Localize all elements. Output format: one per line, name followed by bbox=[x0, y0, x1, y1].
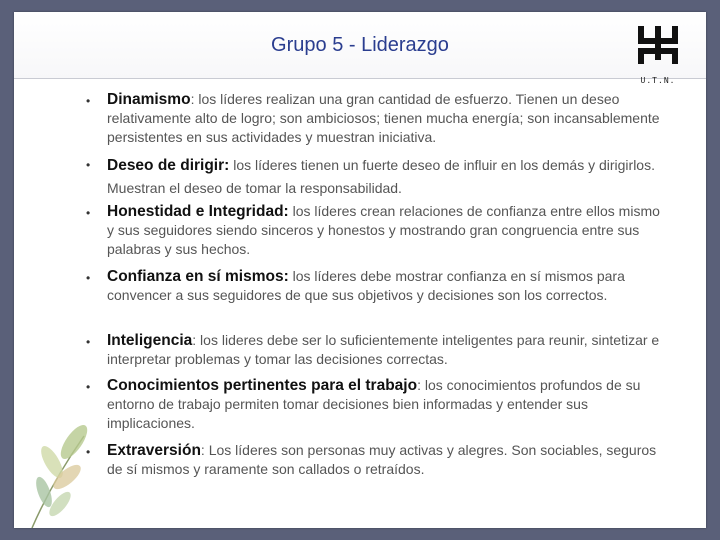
list-item: Inteligencia: los lideres debe ser lo suficientemente inteligentes para reunir, sintetizar e interpretar problemas y tomar las decisiones correctas. bbox=[107, 332, 660, 367]
list-item: Confianza en sí mismos: los líderes debe mostrar confianza en sí mismos para convencer a sus seguidores de que sus objetivos y decisiones son los correctos. bbox=[107, 268, 625, 303]
logo-text: U.T.N. bbox=[640, 76, 676, 85]
list-item: Honestidad e Integridad: los líderes crean relaciones de confianza entre ellos mismo y sus seguidores siendo sinceros y honestos y mostrando gran congruencia entre sus palabras y sus hechos. bbox=[107, 203, 660, 257]
bullet-icon: • bbox=[86, 94, 91, 108]
leaves-decoration-icon bbox=[22, 422, 102, 528]
bullet-icon: • bbox=[86, 445, 91, 459]
bullet-list bbox=[14, 12, 706, 528]
list-item: Conocimientos pertinentes para el trabajo: los conocimientos profundos de su entorno de trabajo permiten tomar decisiones bien informadas y entender sus implicaciones. bbox=[107, 377, 641, 431]
bullet-icon: • bbox=[86, 271, 91, 285]
bullet-icon: • bbox=[86, 335, 91, 349]
list-item: Extraversión: Los líderes son personas muy activas y alegres. Son sociables, seguros de sí mismos y raramente son callados o retraídos. bbox=[107, 442, 657, 477]
slide-title: Grupo 5 - Liderazgo bbox=[271, 34, 449, 56]
list-item: Dinamismo: los líderes realizan una gran cantidad de esfuerzo. Tienen un deseo relativamente alto de logro; son ambiciosos; tienen mucha energía; son incansablemente persistentes en sus actividades y muestran iniciativa. bbox=[107, 91, 660, 145]
slide bbox=[14, 12, 706, 528]
bullet-icon: • bbox=[86, 206, 91, 220]
bullet-icon: • bbox=[86, 380, 91, 394]
bullet-icon: • bbox=[86, 158, 91, 172]
list-item: Deseo de dirigir: los líderes tienen un fuerte deseo de influir en los demás y dirigirlos. Muestran el deseo de tomar la responsabilidad. bbox=[107, 157, 655, 196]
